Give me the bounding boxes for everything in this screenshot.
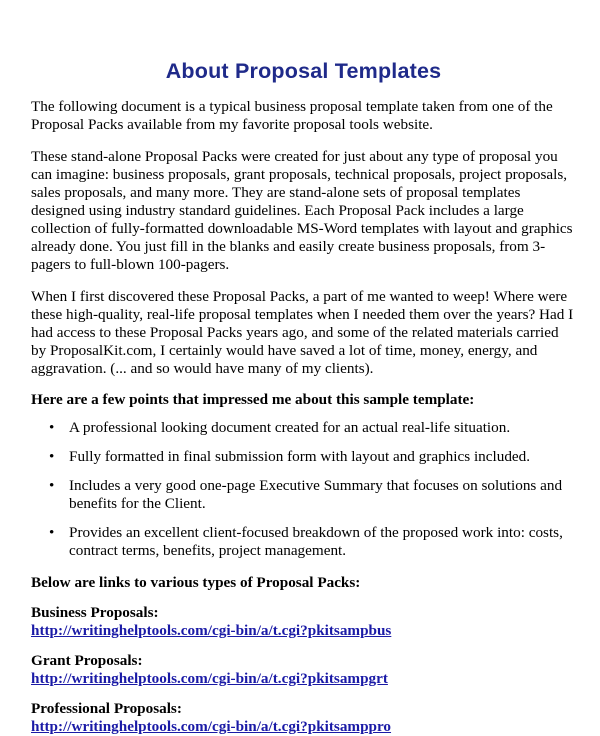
description-paragraph: These stand-alone Proposal Packs were created for just about any type of proposal you can imagine: business proposals, grant proposals, technical proposals, project proposals, sales proposals, and many more. They are stand-alone sets of proposal templates designed using industry standard guidelines. Each Proposal Pack includes a large collection of fully-formatted downloadable MS-Word templates with layout and graphics already done. You just fill in the blanks and easily create business proposals, from 3-pagers to full-blown 100-pagers. [31,148,573,273]
points-list [31,419,576,560]
professional-proposals-link[interactable]: http://writinghelptools.com/cgi-bin/a/t.cgi?pkitsamppro [31,718,392,735]
list-item-text: Includes a very good one-page Executive Summary that focuses on solutions and benefits for the Client. [69,477,563,512]
bullet-icon: • [49,419,55,436]
list-item [49,448,576,466]
bullet-icon: • [49,524,55,541]
grant-proposals-link[interactable]: http://writinghelptools.com/cgi-bin/a/t.cgi?pkitsampgrt [31,670,388,687]
list-item [49,419,576,437]
discovery-paragraph: When I first discovered these Proposal Packs, a part of me wanted to weep! Where were these high-quality, real-life proposal templates when I needed them over the years? Had I had access to these Proposal Packs years ago, and some of the related materials carried by ProposalKit.com, I certainly would have saved a lot of time, money, energy, and aggravation. (... and so would have many of my clients). [31,288,574,377]
grant-proposals-block [31,652,576,688]
list-item-text: A professional looking document created for an actual real-life situation. [69,419,511,436]
page-title: About Proposal Templates [165,59,442,83]
grant-proposals-label: Grant Proposals: [31,652,143,669]
list-item [49,524,576,560]
bullet-icon: • [49,477,55,494]
list-item [49,477,576,513]
business-proposals-block [31,604,576,640]
intro-paragraph: The following document is a typical business proposal template taken from one of the Proposal Packs available from my favorite proposal tools website. [31,98,553,133]
business-proposals-link[interactable]: http://writinghelptools.com/cgi-bin/a/t.cgi?pkitsampbus [31,622,392,639]
list-item-text: Provides an excellent client-focused breakdown of the proposed work into: costs, contract terms, benefits, project management. [69,524,563,559]
professional-proposals-block [31,700,576,736]
document-page [31,0,576,736]
bullet-icon: • [49,448,55,465]
links-heading: Below are links to various types of Proposal Packs: [31,574,361,591]
points-heading: Here are a few points that impressed me about this sample template: [31,391,475,408]
professional-proposals-label: Professional Proposals: [31,700,182,717]
list-item-text: Fully formatted in final submission form with layout and graphics included. [69,448,531,465]
business-proposals-label: Business Proposals: [31,604,159,621]
